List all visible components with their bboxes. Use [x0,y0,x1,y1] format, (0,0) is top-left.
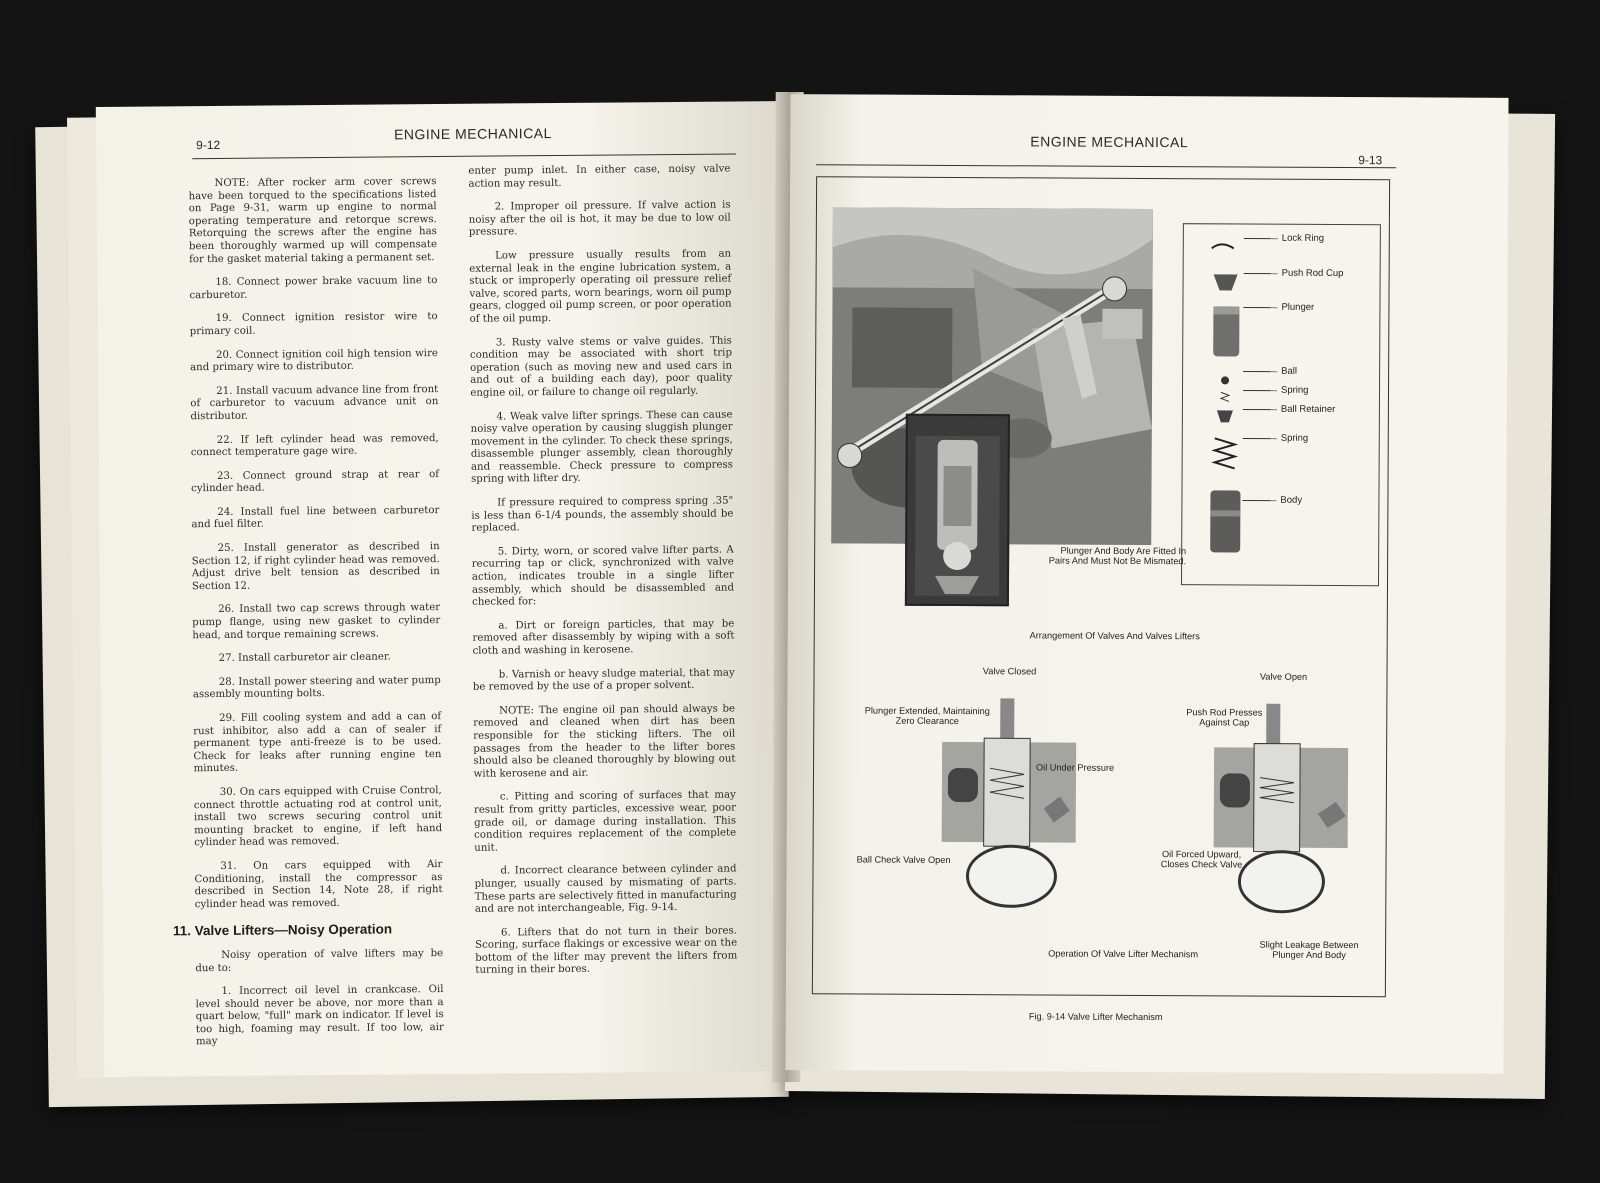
spring-pressure-para: If pressure required to compress spring .35" is less than 6-1/4 pounds, the assembly should be replaced. [471,495,734,535]
step-22: 22. If left cylinder head was removed, connect temperature gage wire. [190,432,439,459]
part-label-lock-ring: Lock Ring [1281,232,1325,244]
right-header-title: ENGINE MECHANICAL [1030,133,1189,151]
arrangement-caption: Arrangement Of Valves And Valves Lifters [1029,630,1200,642]
operation-caption: Operation Of Valve Lifter Mechanism [1048,948,1199,960]
left-page-header [96,123,786,159]
step-21: 21. Install vacuum advance line from front of carburetor to vacuum advance unit on distributor. [190,383,439,423]
cause-5d: d. Incorrect clearance between cylinder and plunger, usually caused by mismating of parts. These parts are selectively fitted in manufacturing and are not interchangeable, Fig. 9-14. [474,863,737,915]
valve-open-diagram [1209,703,1360,914]
noisy-intro: Noisy operation of valve lifters may be due to: [195,947,444,974]
right-page [785,94,1508,1074]
step-23: 23. Connect ground strap at rear of cylinder head. [191,468,440,495]
oil-under-pressure-label: Oil Under Pressure [1036,762,1115,773]
part-label-ball: Ball [1281,365,1297,377]
step-29: 29. Fill cooling system and add a can of rust inhibitor, also add a can of sealer if permanent type anti-freeze is to be used. Check for leaks after running engine ten minutes. [193,711,442,775]
valve-closed-diagram [933,698,1084,909]
step-28: 28. Install power steering and water pump assembly mounting bolts. [192,674,441,701]
cause-6: 6. Lifters that do not turn in their bores. Scoring, surface flakings or excessive wear on the bottom of the lifter may prevent the lifters from turning in their bores. [475,925,738,977]
step-24: 24. Install fuel line between carburetor and fuel filter. [191,504,440,531]
left-header-rule [192,153,736,159]
oil-pan-note: NOTE: The engine oil pan should always be removed and cleaned when dirt has been responsible for the sticking lifters. The oil passages from the header to the lifter bores should also be cleaned thoroughly by blowing out with kerosene and air. [473,703,736,780]
part-leader-arrows [1238,224,1284,524]
part-label-spring-1: Spring [1280,384,1309,396]
note-paragraph: NOTE: After rocker arm cover screws have been torqued to the specifications listed on Page 9-31, warm up engine to normal operating temperature and retorque screws. Retorquing the screws after the engine has been thoroughly warmed up will compensate for the gasket material taking a permanent set. [188,176,438,265]
part-label-spring-2: Spring [1280,432,1309,444]
slight-leakage-label: Slight Leakage Between Plunger And Body [1259,939,1359,961]
left-header-title: ENGINE MECHANICAL [393,125,552,143]
lifter-cutaway-illustration [907,416,1008,605]
oil-forced-upward-label: Oil Forced Upward, Closes Check Valve [1160,849,1243,870]
right-header-rule [816,164,1396,168]
figure-caption: Fig. 9-14 Valve Lifter Mechanism [1028,1011,1163,1023]
cause-5c: c. Pitting and scoring of surfaces that may result from gritty particles, excessive wear, poor grade oil, or damage during installation. This condition requires replacement of the complete unit. [473,789,737,854]
right-page-header [790,116,1508,168]
cause-5a: a. Dirt or foreign particles, that may be removed after disassembly by wiping with a soft cloth and washing in kerosene. [472,618,735,657]
exploded-parts-box [1048,223,1381,586]
ball-check-valve-label: Ball Check Valve Open [856,854,951,865]
plunger-extended-label: Plunger Extended, Maintaining Zero Clearance [864,705,990,727]
step-30: 30. On cars equipped with Cruise Control, connect throttle actuating rod at control unit, install two screws securing control unit mounting bracket to engine, if left hand cylinder head was removed. [193,785,443,849]
parts-note: Plunger And Body Are Fitted In Pairs And Must Not Be Mismated. [1048,545,1187,567]
cause-1: 1. Incorrect oil level in crankcase. Oil level should never be above, nor more than a quart below, "full" mark on indicator. If level is too high, foaming may result. If too low, air may [195,984,444,1048]
cause-3: 3. Rusty valve stems or valve guides. This condition may be associated with short trip operation (such as moving new and used cars in and out of a building each day), poor quality engine oil, or failure to change oil regularly. [469,335,733,399]
step-18: 18. Connect power brake vacuum line to carburetor. [189,275,438,301]
left-column-1 [172,176,444,1060]
part-label-body: Body [1280,494,1303,506]
low-pressure-para: Low pressure usually results from an external leak in the engine lubrication system, a stuck or improperly operating oil pressure relief valve, scored parts, worn bearings, worn oil pump gears, clogged oil pump screen, or poor operation of the oil pump. [469,248,732,325]
step-27: 27. Install carburetor air cleaner. [218,651,391,665]
part-label-plunger: Plunger [1281,301,1315,313]
right-page-number: 9-13 [1358,153,1383,168]
cause-2: 2. Improper oil pressure. If valve action is noisy after the oil is hot, it may be due to low oil pressure. [468,199,731,239]
part-label-ball-retainer: Ball Retainer [1280,403,1336,415]
cause-1-cont: enter pump inlet. In either case, noisy valve action may result. [468,163,731,190]
left-column-2 [468,163,737,988]
push-rod-presses-label: Push Rod Presses Against Cap [1186,707,1263,728]
cause-5b: b. Varnish or heavy sludge material, that may be removed by the use of a proper solvent. [472,667,735,693]
valve-closed-title: Valve Closed [982,666,1037,677]
left-page [96,101,794,1077]
left-page-number: 9-12 [196,137,221,153]
figure-9-14-frame [812,176,1390,997]
step-25: 25. Install generator as described in Section 12, if right cylinder head was removed. Adjust drive belt tension as described in Section 12. [191,541,440,593]
cause-5: 5. Dirty, worn, or scored valve lifter parts. A recurring tap or click, synchronized with valve action, indicates trouble in a single lifter assembly, which should be disassembled and checked for: [471,544,735,608]
part-label-push-rod-cup: Push Rod Cup [1281,267,1344,280]
lifter-cutaway-inset [905,414,1010,607]
section-heading: 11. Valve Lifters—Noisy Operation [172,921,393,939]
step-19: 19. Connect ignition resistor wire to primary coil. [189,311,438,338]
step-31: 31. On cars equipped with Air Conditioning, install the compressor as described in Section 14, Note 28, if right cylinder head was removed. [194,858,443,910]
cause-4: 4. Weak valve lifter springs. These can cause noisy valve operation by causing sluggish plunger movement in the cylinder. To check these springs, disassemble plunger assembly, clean thoroughly and reassemble. Check pressure to compress spring with lifter dry. [470,408,733,486]
step-26: 26. Install two cap screws through water pump flange, using new gasket to cylinder head, and torque remaining screws. [192,602,441,641]
valve-open-title: Valve Open [1259,671,1308,682]
step-20: 20. Connect ignition coil high tension wire and primary wire to distributor. [190,347,438,374]
